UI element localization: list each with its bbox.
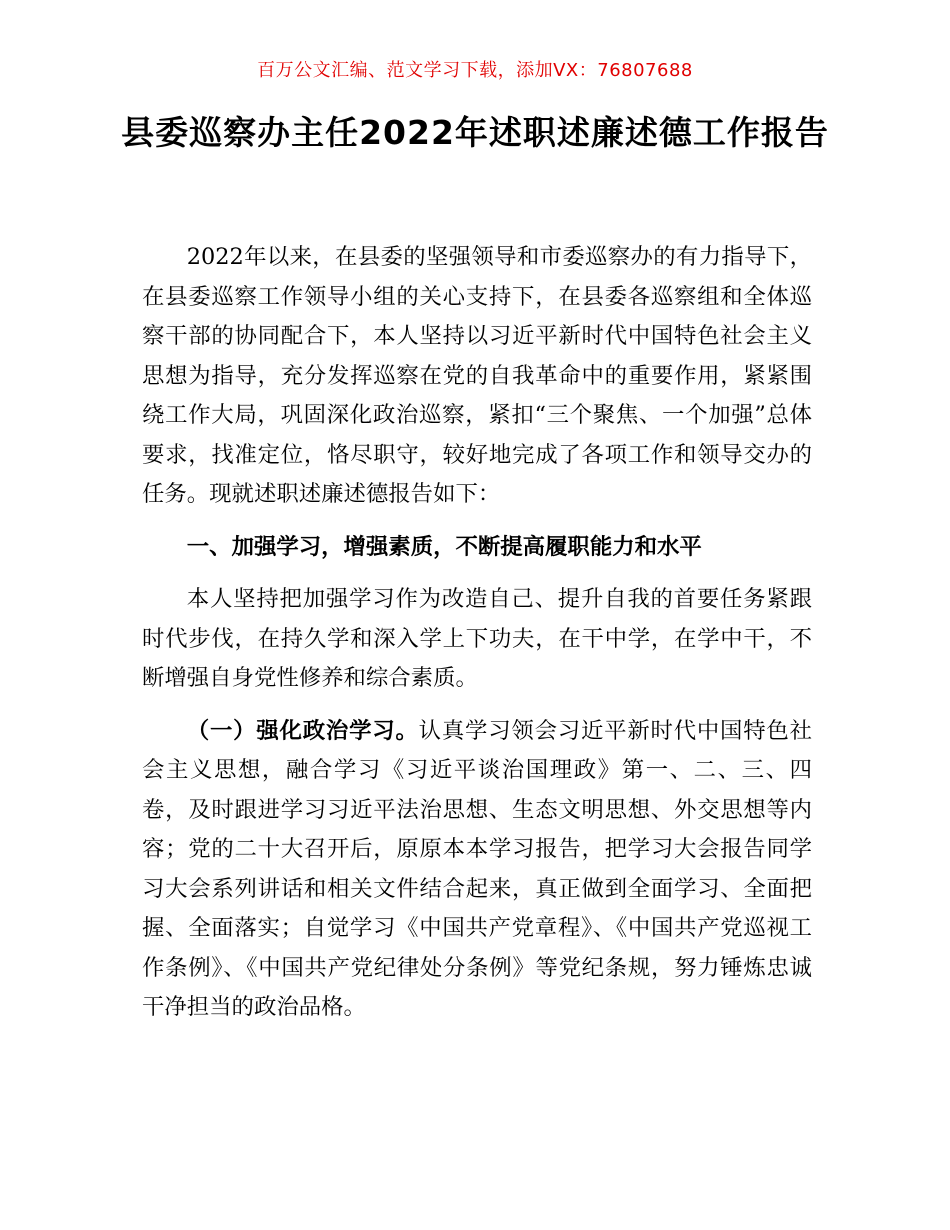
subsection-1-text: 认真学习领会习近平新时代中国特色社会主义思想，融合学习《习近平谈治国理政》第一、二、三、四卷，及时跟进学习习近平法治思想、生态文明思想、外交思想等内容；党的二十大召开后，原原本本学习报告，把学习大会报告同学习大会系列讲话和相关文件结合起来，真正做到全面学习、全面把握、全面落实；自觉学习《中国共产党章程》、《中国共产党巡视工作条例》、《中国共产党纪律处分条例》等党纪条规，努力锤炼忠诚干净担当的政治品格。 (142, 717, 813, 1020)
subsection-1-lead: （一）强化政治学习。 (186, 717, 419, 744)
document-title: 县委巡察办主任2022年述职述廉述德工作报告 (121, 113, 829, 152)
promo-header: 百万公文汇编、范文学习下载，添加VX：76807688 (257, 60, 693, 81)
subsection-1-paragraph (142, 712, 812, 1028)
document-body (142, 238, 812, 1028)
section-heading-1: 一、加强学习，增强素质，不断提高履职能力和水平 (186, 533, 702, 560)
section-1-paragraph: 本人坚持把加强学习作为改造自己、提升自我的首要任务紧跟时代步伐，在持久学和深入学上下功夫，在干中学，在学中干，不断增强自身党性修养和综合素质。 (142, 586, 812, 691)
intro-paragraph: 2022年以来，在县委的坚强领导和市委巡察办的有力指导下，在县委巡察工作领导小组的关心支持下，在县委各巡察组和全体巡察干部的协同配合下，本人坚持以习近平新时代中国特色社会主义思想为指导，充分发挥巡察在党的自我革命中的重要作用，紧紧围绕工作大局，巩固深化政治巡察，紧扣“三个聚焦、一个加强”总体要求，找准定位，恪尽职守，较好地完成了各项工作和领导交办的任务。现就述职述廉述德报告如下： (142, 244, 812, 507)
